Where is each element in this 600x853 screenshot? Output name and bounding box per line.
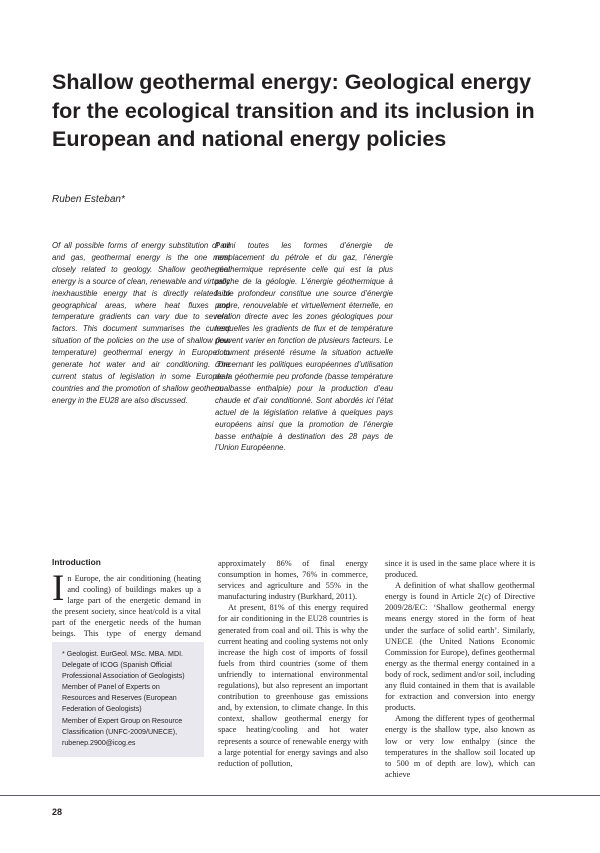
footnote-line: Member of Panel of Experts on [62,683,160,692]
footnote-line: Federation of Geologists) [62,705,142,714]
column-3-paragraph: since it is used in the same place where it is produced. [385,559,535,580]
body-column-2 [218,558,368,769]
page-number: 28 [52,807,63,817]
column-3-paragraph: Among the different types of geothermal energy is the shallow type, also known as low or very low enthalpy (since the temperatures in the shallow soil located up to 500 m of depth are low), which can achieve [385,714,535,779]
footer-divider [0,795,600,796]
column-3-paragraph: A definition of what shallow geothermal energy is found in Article 2(c) of Directive 2009/28/EC: ‘Shallow geothermal energy means energy stored in the form of heat under the surface of solid earth’. Similarly, UNECE (the United Nations Economic Commission for Europe), defines geothermal energy as the thermal energy contained in a body of rock, sediment and/or soil, including any fluid contained in them that is available for extraction and conversion into energy products. [385,581,536,713]
abstract-english: Of all possible forms of energy substitution of oil and gas, geothermal energy is the one most closely related to geology. Shallow geothermal energy is a source of clean, renewable and virtually inexhaustible energy that is directly related to geographical areas, where heat fluxes and temperature gradients can vary due to several factors. This document summarises the current situation of the policies on the use of shallow (low temperature) geothermal energy in Europe to generate hot water and air conditioning. The current status of legislation in some European countries and the promotion of shallow geothermal energy in the EU28 are also discussed. [52,241,230,405]
footnote-line: Classification (UNFC-2009/UNECE), [62,727,178,736]
column-1-paragraph: n Europe, the air conditioning (heating and cooling) of buildings makes up a large part of the energetic demand in the present society, since heat/cold is a vital part of the energetic needs of the human beings. This type of energy demand [52,574,201,639]
body-column-3 [385,558,535,780]
footnote-line: Member of Expert Group on Resource [62,716,183,725]
drop-cap: I [52,568,65,609]
footnote-email[interactable]: rubenep.2900@icog.es [62,738,136,747]
body-column-1 [52,568,201,651]
column-2-paragraph: At present, 81% of this energy required for air conditioning in the EU28 countries is generated from coal and oil. This is why the current heating and cooling systems not only increase the high cost of imports of fossil fuels from third countries (some of them unfriendly to international environmental regulations), but also represent an important contribution to greenhouse gas emissions and, by extension, to climate change. In this context, shallow geothermal energy for space heating/cooling and hot water represents a source of renewable energy with a large potential for energy savings and also reduction of pollution, [218,603,368,768]
footnote-line: Resources and Reserves (European [62,694,177,703]
column-2-paragraph: approximately 86% of final energy consumption in homes, 76% in commerce, services and agriculture and 55% in the manufacturing industry (Burkhard, 2011). [218,559,368,602]
footnote-line: Professional Association of Geologists) [62,672,185,681]
author-name: Ruben Esteban* [52,194,125,205]
article-title: Shallow geothermal energy: Geological energy for the ecological transition and its inclusion in European and national energy policies [52,70,535,151]
footnote-line: * Geologist. EurGeol. MSc. MBA. MDI. [62,650,184,658]
footnote-line: Delegate of ICOG (Spanish Official [62,661,172,670]
abstract-french: Parmi toutes les formes d’énergie de remplacement du pétrole et du gaz, l’énergie géothermique représente celle qui est la plus proche de la géologie. L’énergie géothermique à faible profondeur constitue une source d’énergie propre, renouvelable et virtuellement éternelle, en relation directe avec les zones géologiques pour lesquelles les gradients de flux et de température peuvent varier en fonction de plusieurs facteurs. Le document présenté résume la situation actuelle concernant les politiques européennes d’utilisation de la géothermie peu profonde (basse température ou basse enthalpie) pour la production d’eau chaude et d’air conditionné. Sont abordés ici l’état actuel de la législation relative à quelques pays européens ainsi que la promotion de l’énergie basse enthalpie à destination des 28 pays de l’Union Européenne. [215,241,393,453]
author-footnote [52,642,204,757]
section-heading-introduction: Introduction [52,557,101,567]
